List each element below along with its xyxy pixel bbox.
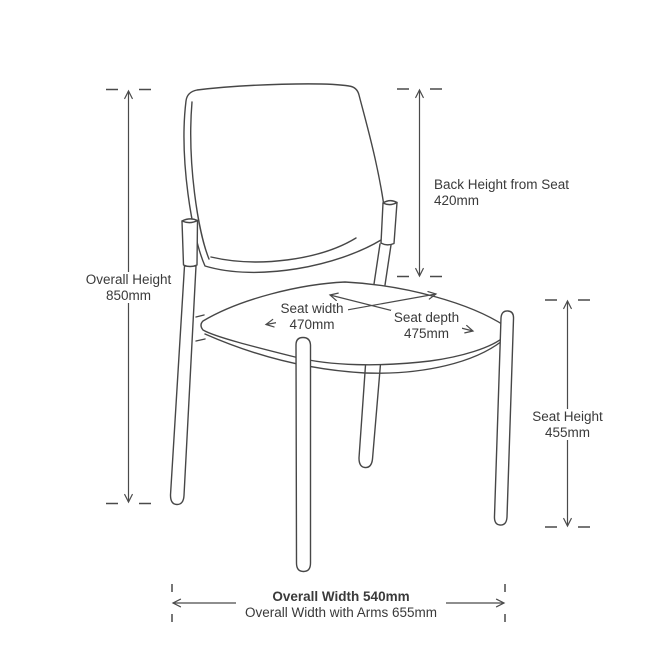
overall-width-text: Overall Width 540mm bbox=[272, 589, 410, 604]
overall-width-label bbox=[236, 589, 446, 620]
overall-height-value: 850mm bbox=[105, 287, 151, 303]
seat-width-value: 470mm bbox=[289, 316, 335, 332]
overall-height-text: Overall Height bbox=[85, 272, 172, 287]
chair-leg-front-left bbox=[296, 338, 311, 572]
chair-leg-front-right bbox=[494, 311, 513, 525]
chair-leg-back-right bbox=[359, 358, 381, 468]
seat-height-value: 455mm bbox=[544, 424, 590, 440]
seat-depth-text: Seat depth bbox=[393, 310, 460, 325]
back-height-text: Back Height from Seat bbox=[434, 177, 570, 192]
overall-width-with-arms-text: Overall Width with Arms 655mm bbox=[244, 604, 438, 620]
chair-sleeve-right bbox=[381, 201, 397, 245]
seat-height-text: Seat Height bbox=[532, 409, 603, 424]
seat-width-text: Seat width bbox=[280, 301, 344, 316]
chair-sleeve-left bbox=[182, 219, 198, 267]
seat-depth-value: 475mm bbox=[403, 325, 449, 341]
overall-height-label bbox=[80, 272, 177, 303]
back-height-value: 420mm bbox=[434, 192, 480, 208]
seat-depth-label bbox=[391, 310, 462, 341]
chair-frame-bar-right bbox=[374, 244, 391, 285]
seat-height-label bbox=[524, 409, 611, 440]
back-height-label bbox=[434, 177, 584, 208]
chair-backrest bbox=[184, 84, 386, 272]
seat-width-label bbox=[276, 301, 348, 332]
